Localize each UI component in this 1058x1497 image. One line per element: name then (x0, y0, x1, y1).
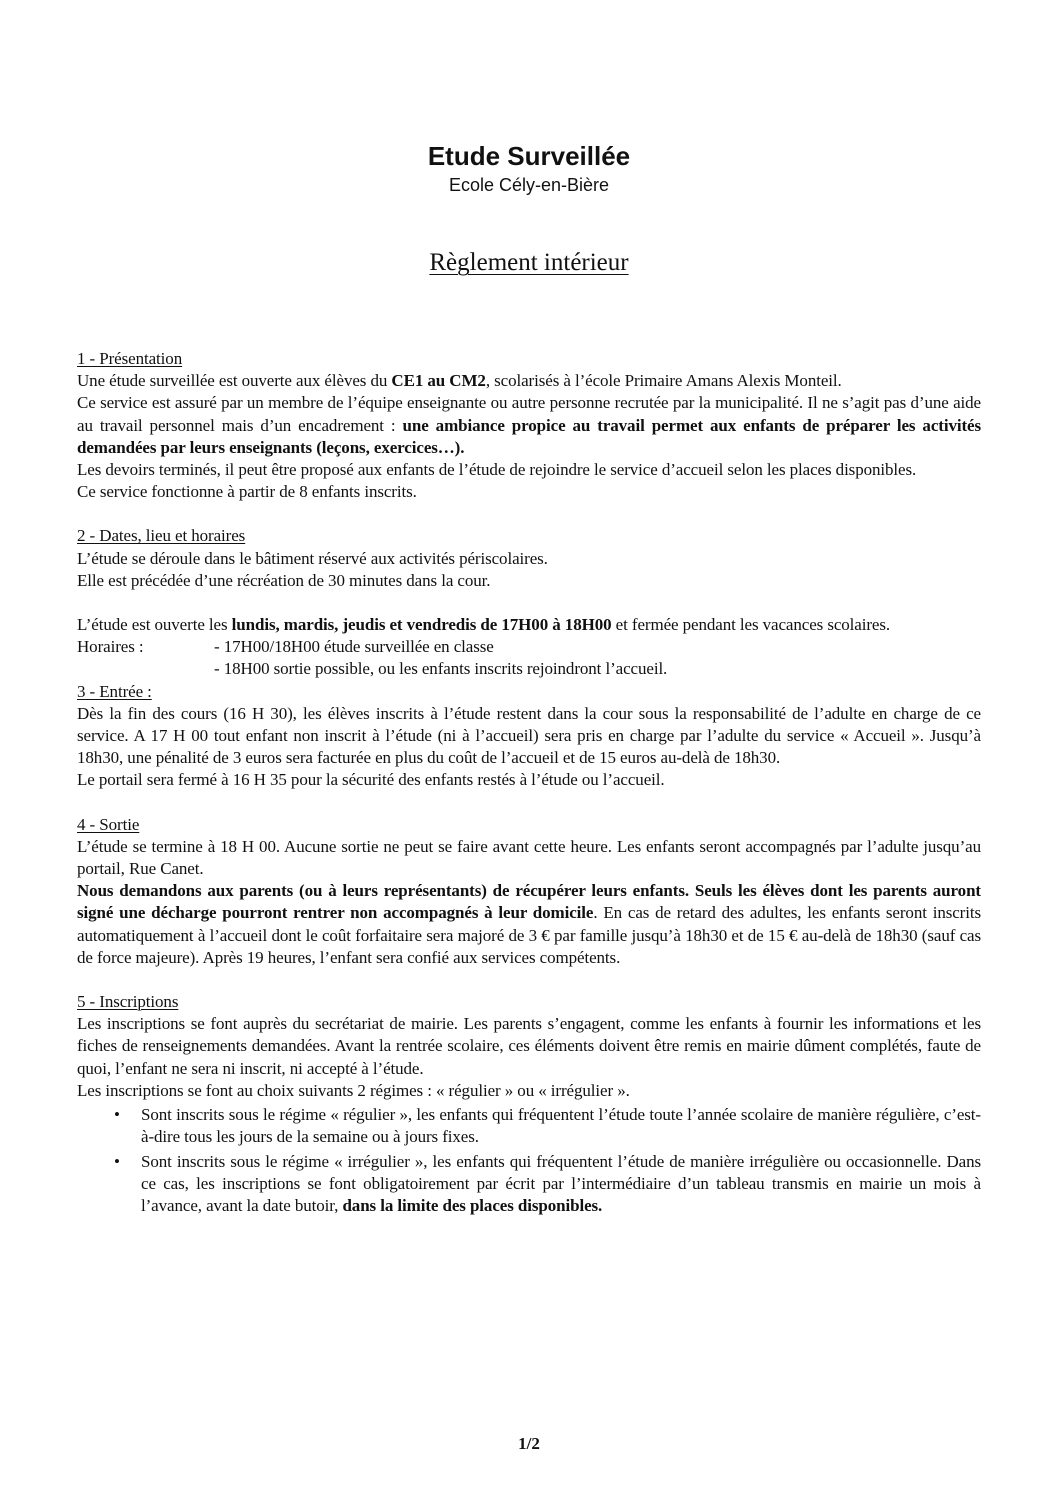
dates-paragraph-1: L’étude se déroule dans le bâtiment réservé aux activités périscolaires. (77, 548, 548, 568)
section-inscriptions (77, 991, 981, 1217)
emphasis-text: Nous demandons aux parents (ou à leurs représentants) de récupérer leurs enfants. Seuls les élèves dont les parents auront signé une décharge pourront rentrer non accompagnés à leur domicile (77, 881, 981, 923)
text-run: L’étude est ouverte les (77, 615, 232, 635)
school-name: Ecole Cély-en-Bière (448, 175, 610, 195)
rules-heading (0, 249, 1058, 277)
document-title: Etude Surveillée (427, 141, 631, 171)
inscriptions-paragraph-1: Les inscriptions se font auprès du secrétariat de mairie. Les parents s’engagent, comme les enfants à fournir les informations et les fiches de renseignements demandées. Avant la rentrée scolaire, ces éléments doivent être remis en mairie dûment complétés, faute de quoi, l’enfant ne sera ni inscrit, ni accepté à l’étude. (77, 1014, 981, 1078)
list-item-text: Sont inscrits sous le régime « irrégulier », les enfants qui fréquentent l’étude de manière irrégulière ou occasionnelle. Dans ce cas, les inscriptions se font obligatoirement par écrit par l’intermédiaire d’un tableau transmis en mairie un mois à l’avance, avant la date butoir, (141, 1151, 981, 1215)
presentation-paragraph-1 (77, 370, 981, 392)
presentation-paragraph-4: Ce service fonctionne à partir de 8 enfants inscrits. (77, 482, 417, 502)
section-title-inscriptions: 5 - Inscriptions (77, 992, 179, 1012)
section-title-entree: 3 - Entrée : (77, 681, 152, 701)
text-run: Ce service est assuré par un membre de l’équipe enseignante ou autre personne recrutée par la municipalité. Il ne s’agit pas d’une aide au travail personnel mais d’un encadrement : (77, 393, 981, 435)
sortie-paragraph-1: L’étude se termine à 18 H 00. Aucune sortie ne peut se faire avant cette heure. Les enfants seront accompagnés par l’adulte jusqu’au portail, Rue Canet. (77, 836, 981, 879)
opening-days: lundis, mardis, jeudis et vendredis de 17H00 à 18H00 (231, 615, 612, 635)
class-levels: CE1 au CM2 (391, 371, 486, 391)
entree-paragraph-1: Dès la fin des cours (16 H 30), les élèves inscrits à l’étude restent dans la cour sous la responsabilité de l’adulte en charge de ce service. A 17 H 00 tout enfant non inscrit à l’étude (ni à l’accueil) sera pris en charge par l’adulte du service « Accueil ». Jusqu’à 18h30, une pénalité de 3 euros sera facturée en plus du coût de l’accueil et de 15 euros au-delà de 18h30. (77, 703, 981, 768)
section-title-sortie: 4 - Sortie (77, 814, 140, 834)
section-dates (77, 525, 981, 680)
section-title-dates: 2 - Dates, lieu et horaires (77, 526, 246, 546)
dates-paragraph-3 (77, 614, 981, 636)
page-number: 1/2 (518, 1434, 540, 1453)
section-entree (77, 681, 981, 792)
bullet-icon: • (114, 1105, 120, 1125)
schedule (77, 636, 981, 680)
schedule-line: - 18H00 sortie possible, ou les enfants inscrits rejoindront l’accueil. (214, 659, 668, 679)
emphasis-text: une ambiance propice au travail permet aux enfants de préparer les activités demandées par leurs enseignants (leçons, exercices…). (77, 415, 981, 457)
text-run: , scolarisés à l’école Primaire Amans Alexis Monteil. (485, 371, 842, 391)
list-item (77, 1104, 981, 1148)
dates-paragraph-2: Elle est précédée d’une récréation de 30 minutes dans la cour. (77, 570, 491, 590)
presentation-paragraph-3: Les devoirs terminés, il peut être proposé aux enfants de l’étude de rejoindre le service d’accueil selon les places disponibles. (77, 460, 917, 480)
text-run: . En cas de retard des adultes, les enfants seront inscrits automatiquement à l’accueil dont le coût forfaitaire sera majoré de 3 € par famille jusqu’à 18h30 et de 15 € au-delà de 18h30 (sauf cas de force majeure). Après 19 heures, l’enfant sera confié aux services compétents. (77, 903, 981, 967)
section-presentation (77, 348, 981, 503)
emphasis-text: dans la limite des places disponibles. (342, 1195, 603, 1215)
rules-heading-text: Règlement intérieur (429, 249, 629, 276)
text-run: et fermée pendant les vacances scolaires. (611, 615, 891, 635)
schedule-label: Horaires : (77, 637, 144, 657)
sortie-paragraph-2 (77, 880, 981, 969)
bullet-icon: • (114, 1151, 120, 1171)
schedule-line: - 17H00/18H00 étude surveillée en classe (214, 637, 494, 657)
document-body (77, 348, 981, 1219)
inscriptions-paragraph-2: Les inscriptions se font au choix suivants 2 régimes : « régulier » ou « irrégulier ». (77, 1080, 630, 1100)
text-run: Une étude surveillée est ouverte aux élèves du (77, 371, 392, 391)
list-item (77, 1151, 981, 1218)
regimes-list (77, 1104, 981, 1217)
entree-paragraph-2: Le portail sera fermé à 16 H 35 pour la sécurité des enfants restés à l’étude ou l’accueil. (77, 770, 665, 790)
list-item-text: Sont inscrits sous le régime « régulier », les enfants qui fréquentent l’étude toute l’année scolaire de manière régulière, c’est-à-dire tous les jours de la semaine ou à jours fixes. (141, 1105, 981, 1147)
section-title-presentation: 1 - Présentation (77, 349, 183, 368)
presentation-paragraph-2 (77, 392, 981, 459)
section-sortie (77, 814, 981, 969)
